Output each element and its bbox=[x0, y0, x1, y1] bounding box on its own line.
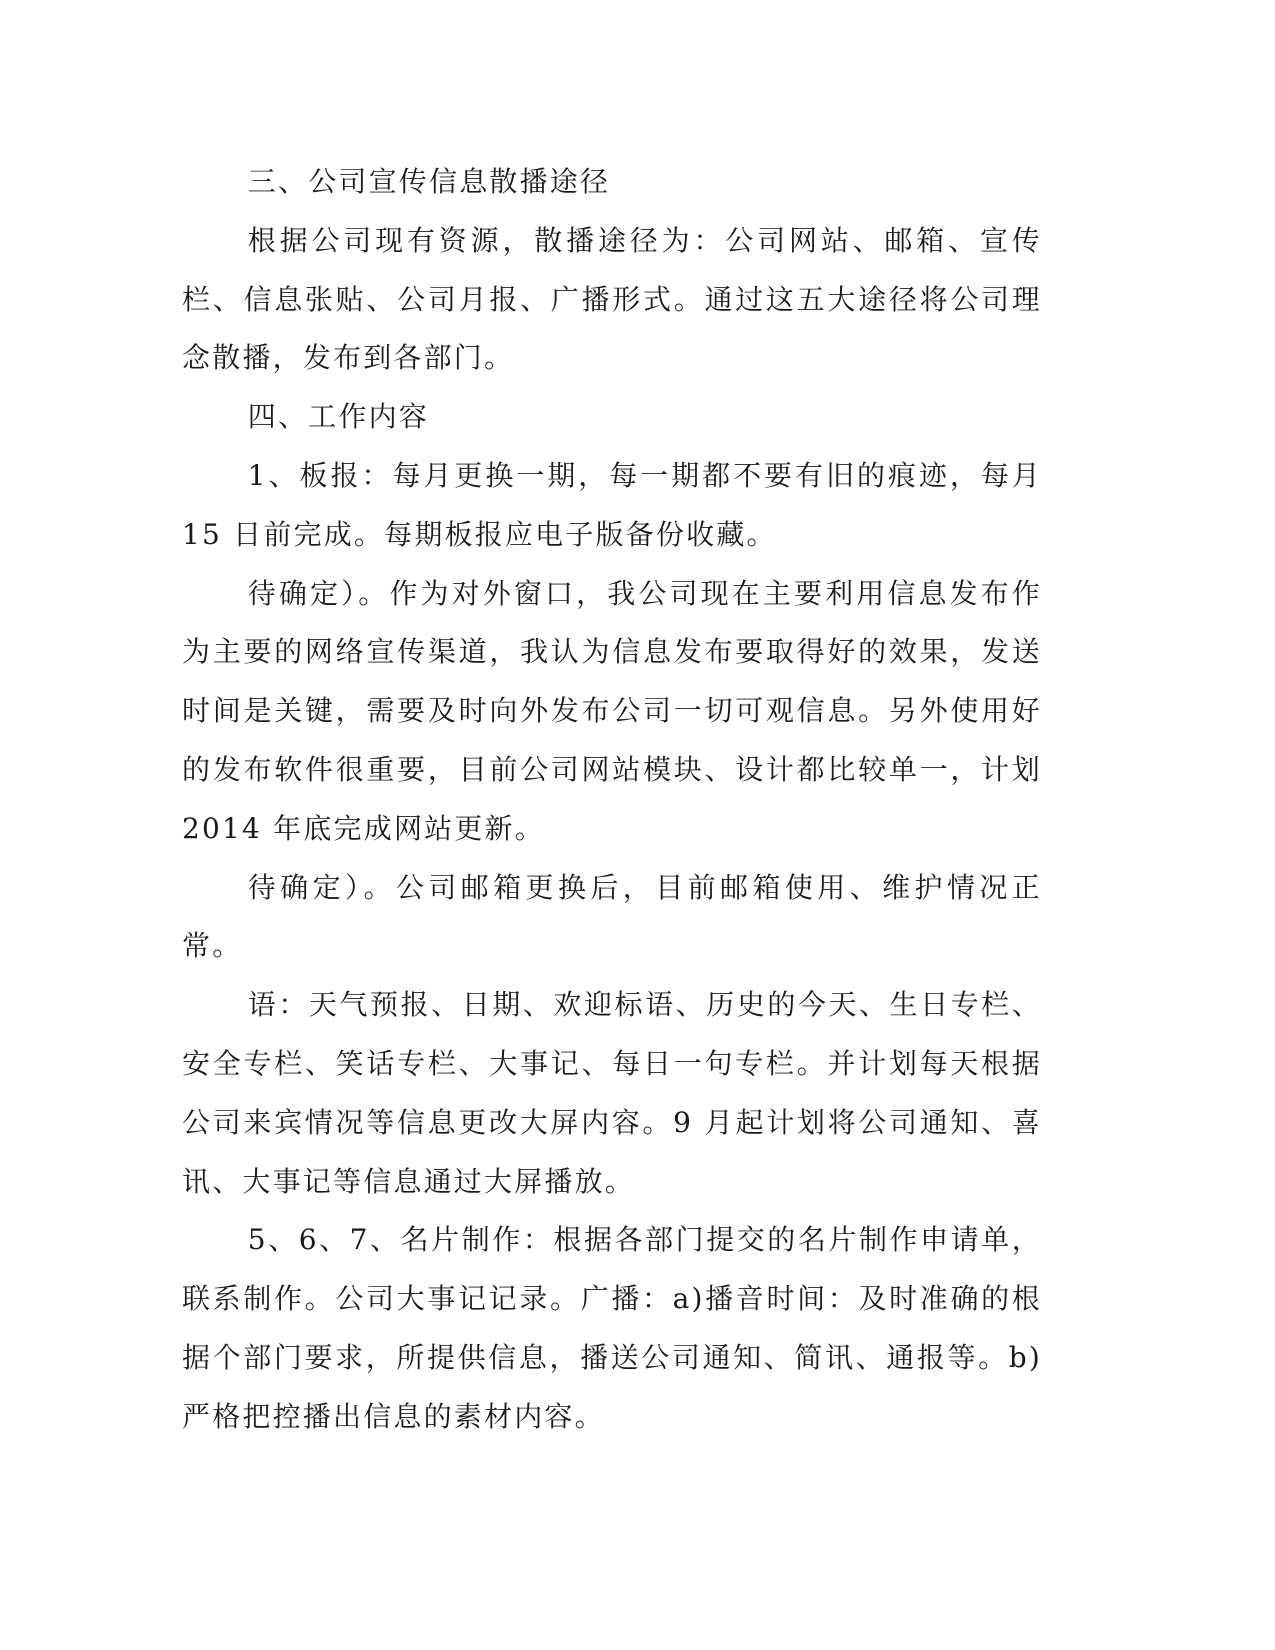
paragraph-blackboard: 1、板报：每月更换一期，每一期都不要有旧的痕迹，每月 15 日前完成。每期板报应电子版备份收藏。 bbox=[182, 458, 1042, 551]
paragraph-business-cards-broadcast: 5、6、7、名片制作：根据各部门提交的名片制作申请单，联系制作。公司大事记记录。广播：a)播音时间：及时准确的根据个部门要求，所提供信息，播送公司通知、简讯、通报等。b)严格把控播出信息的素材内容。 bbox=[182, 1223, 1042, 1433]
paragraph-dissemination-channels: 根据公司现有资源，散播途径为：公司网站、邮箱、宣传栏、信息张贴、公司月报、广播形式。通过这五大途径将公司理念散播，发布到各部门。 bbox=[182, 223, 1042, 375]
section-heading-work-content: 四、工作内容 bbox=[247, 400, 429, 434]
paragraph-big-screen: 语：天气预报、日期、欢迎标语、历史的今天、生日专栏、安全专栏、笑话专栏、大事记、每日一句专栏。并计划每天根据公司来宾情况等信息更改大屏内容。9 月起计划将公司通知、喜讯、大事记等信息通过大屏播放。 bbox=[182, 988, 1042, 1198]
section-heading-dissemination-channels: 三、公司宣传信息散播途径 bbox=[247, 165, 611, 198]
paragraph-website: 待确定）。作为对外窗口，我公司现在主要利用信息发布作为主要的网络宣传渠道，我认为信息发布要取得好的效果，发送时间是关键，需要及时向外发布公司一切可观信息。另外使用好的发布软件很重要，目前公司网站模块、设计都比较单一，计划 2014 年底完成网站更新。 bbox=[182, 576, 1042, 845]
paragraph-mailbox: 待确定）。公司邮箱更换后，目前邮箱使用、维护情况正常。 bbox=[182, 870, 1042, 963]
document-body bbox=[182, 153, 1042, 1447]
